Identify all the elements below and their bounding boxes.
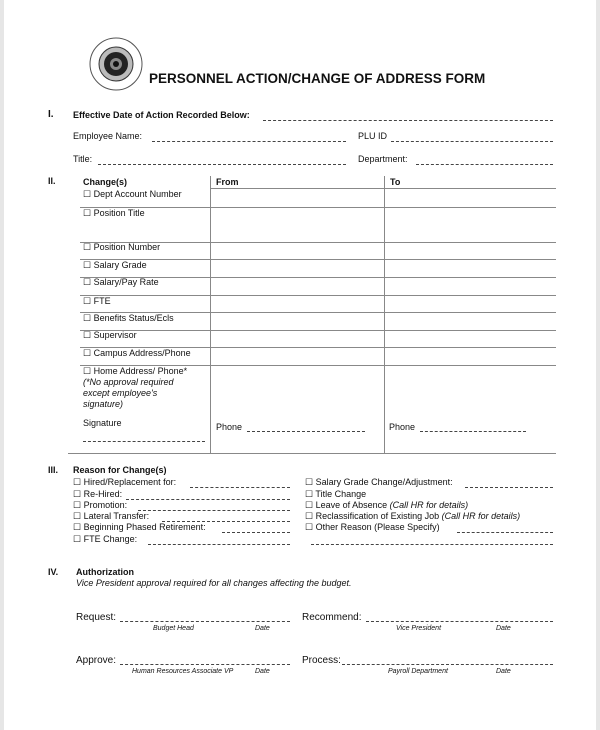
reason-salary-grade-change[interactable]: ☐ Salary Grade Change/Adjustment: <box>305 477 453 487</box>
change-option-supervisor[interactable]: ☐ Supervisor <box>83 330 137 340</box>
row-divider <box>80 259 556 260</box>
phased-retirement-field[interactable] <box>222 532 290 533</box>
reason-hired[interactable]: ☐ Hired/Replacement for: <box>73 477 177 487</box>
home-address-note: signature) <box>83 399 124 409</box>
reason-rehired[interactable]: ☐ Re-Hired: <box>73 489 123 499</box>
process-signature-field[interactable] <box>342 664 553 665</box>
reason-reclassification[interactable] <box>305 511 520 522</box>
authorization-note: Vice President approval required for all changes affecting the budget. <box>76 578 352 588</box>
fte-change-field[interactable] <box>148 544 290 545</box>
reason-other[interactable]: ☐ Other Reason (Please Specify) <box>305 522 440 532</box>
row-divider <box>80 295 556 296</box>
changes-column-header: Change(s) <box>83 177 128 187</box>
employee-name-label: Employee Name: <box>73 131 143 141</box>
department-label: Department: <box>358 154 408 164</box>
process-label: Process: <box>302 655 341 666</box>
employee-name-field[interactable] <box>152 141 346 142</box>
reason-leave-of-absence[interactable] <box>305 500 468 511</box>
change-option-position-title[interactable]: ☐ Position Title <box>83 208 145 218</box>
section-4-number: IV. <box>48 567 59 577</box>
change-option-salary-pay-rate[interactable]: ☐ Salary/Pay Rate <box>83 277 159 287</box>
payroll-department-caption: Payroll Department <box>388 668 448 675</box>
change-option-salary-grade[interactable]: ☐ Salary Grade <box>83 260 147 270</box>
hired-field[interactable] <box>190 487 290 488</box>
form-title: PERSONNEL ACTION/CHANGE OF ADDRESS FORM <box>149 71 486 86</box>
section-1-number: I. <box>48 109 54 120</box>
row-divider <box>80 207 556 208</box>
recommend-label: Recommend: <box>302 612 362 623</box>
call-hr-note: (Call HR for details) <box>389 500 469 510</box>
change-option-campus-address[interactable]: ☐ Campus Address/Phone <box>83 348 191 358</box>
reason-promotion[interactable]: ☐ Promotion: <box>73 500 128 510</box>
salary-grade-change-field[interactable] <box>465 487 553 488</box>
date-caption: Date <box>255 668 270 675</box>
rehired-field[interactable] <box>126 499 290 500</box>
reason-lateral-transfer[interactable]: ☐ Lateral Transfer: <box>73 511 150 521</box>
university-seal-logo <box>88 36 144 92</box>
date-caption: Date <box>496 625 511 632</box>
request-signature-field[interactable] <box>120 621 290 622</box>
form-page <box>4 0 596 730</box>
reason-fte-change[interactable]: ☐ FTE Change: <box>73 534 138 544</box>
section-2-number: II. <box>48 176 56 186</box>
reason-heading: Reason for Change(s) <box>73 465 167 475</box>
approve-signature-field[interactable] <box>120 664 290 665</box>
from-column-header: From <box>216 177 239 187</box>
column-divider <box>210 176 211 453</box>
row-divider <box>210 188 556 189</box>
plu-id-field[interactable] <box>391 141 553 142</box>
approve-label: Approve: <box>76 655 117 666</box>
to-phone-field[interactable] <box>420 431 526 432</box>
change-option-fte[interactable]: ☐ FTE <box>83 296 111 306</box>
reason-phased-retirement[interactable]: ☐ Beginning Phased Retirement: <box>73 522 206 532</box>
home-address-note: (*No approval required <box>83 377 174 387</box>
department-field[interactable] <box>416 164 553 165</box>
promotion-field[interactable] <box>138 510 290 511</box>
recommend-signature-field[interactable] <box>366 621 553 622</box>
call-hr-note: (Call HR for details) <box>441 511 521 521</box>
plu-id-label: PLU ID <box>358 131 388 141</box>
column-divider <box>384 176 385 453</box>
other-reason-field-2[interactable] <box>311 544 553 545</box>
signature-label: Signature <box>83 418 122 428</box>
budget-head-caption: Budget Head <box>153 625 194 632</box>
section-3-number: III. <box>48 465 59 475</box>
to-column-header: To <box>390 177 401 187</box>
from-phone-field[interactable] <box>247 431 365 432</box>
request-label: Request: <box>76 612 117 623</box>
change-option-position-number[interactable]: ☐ Position Number <box>83 242 161 252</box>
table-bottom-line <box>68 453 556 454</box>
reason-title-change[interactable]: ☐ Title Change <box>305 489 367 499</box>
to-phone-label: Phone <box>389 422 416 432</box>
hr-associate-vp-caption: Human Resources Associate VP <box>132 668 234 675</box>
date-caption: Date <box>255 625 270 632</box>
row-divider <box>80 330 556 331</box>
vice-president-caption: Vice President <box>396 625 442 632</box>
change-option-home-address[interactable]: ☐ Home Address/ Phone* <box>83 366 188 376</box>
date-caption: Date <box>496 668 511 675</box>
title-field[interactable] <box>98 164 346 165</box>
authorization-heading: Authorization <box>76 567 134 577</box>
change-option-benefits-status[interactable]: ☐ Benefits Status/Ecls <box>83 313 174 323</box>
effective-date-field[interactable] <box>263 120 553 121</box>
effective-date-label: Effective Date of Action Recorded Below: <box>73 110 250 120</box>
signature-field[interactable] <box>83 441 205 442</box>
other-reason-field[interactable] <box>457 532 553 533</box>
home-address-note: except employee's <box>83 388 158 398</box>
title-label: Title: <box>73 154 93 164</box>
leave-label: ☐ Leave of Absence <box>305 500 388 510</box>
reclassification-label: ☐ Reclassification of Existing Job <box>305 511 440 521</box>
from-phone-label: Phone <box>216 422 243 432</box>
change-option-dept-account[interactable]: ☐ Dept Account Number <box>83 189 182 199</box>
